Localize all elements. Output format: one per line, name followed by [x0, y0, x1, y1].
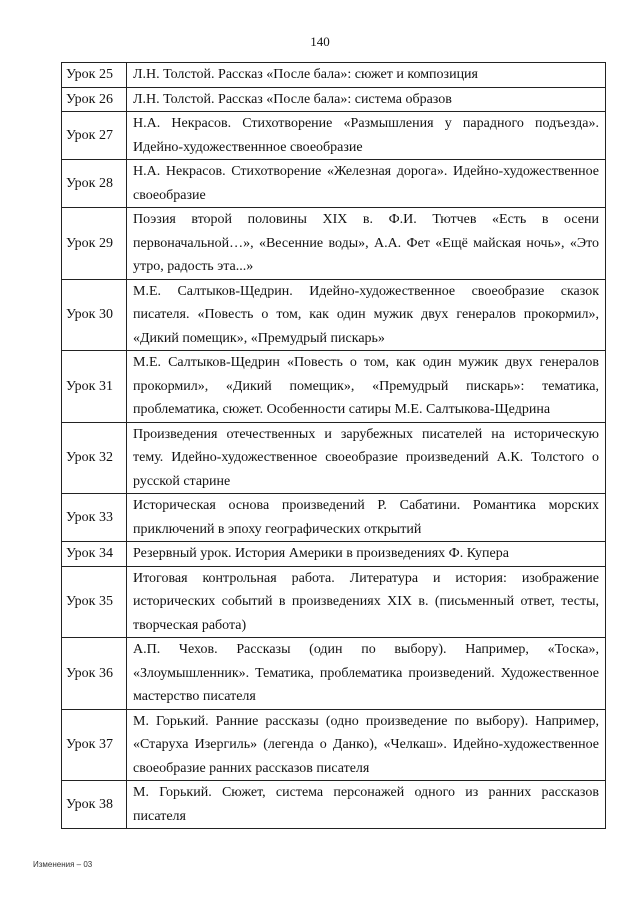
page-footer: Изменения – 03 — [33, 860, 93, 869]
lesson-topic: М. Горький. Ранние рассказы (одно произведение по выбору). Например, «Старуха Изергиль» (легенда о Данко), «Челкаш». Идейно-художественное своеобразие ранних рассказов писателя — [127, 709, 606, 781]
lesson-topic: Поэзия второй половины XIX в. Ф.И. Тютчев «Есть в осени первоначальной…», «Весенние воды», А.А. Фет «Ещё майская ночь», «Это утро, радость эта...» — [127, 208, 606, 280]
lesson-topic: Произведения отечественных и зарубежных писателей на историческую тему. Идейно-художественное своеобразие произведений А.К. Толстого о русской старине — [127, 422, 606, 494]
lesson-topic: А.П. Чехов. Рассказы (один по выбору). Например, «Тоска», «Злоумышленник». Тематика, проблематика произведений. Художественное мастерство писателя — [127, 638, 606, 710]
table-row — [62, 494, 606, 542]
page-number: 140 — [310, 34, 330, 49]
lesson-number: Урок 28 — [62, 160, 127, 208]
lesson-number: Урок 36 — [62, 638, 127, 710]
lesson-number: Урок 38 — [62, 781, 127, 829]
lesson-number: Урок 25 — [62, 63, 127, 88]
lesson-topic: Н.А. Некрасов. Стихотворение «Железная дорога». Идейно-художественное своеобразие — [127, 160, 606, 208]
table-row — [62, 566, 606, 638]
table-row — [62, 709, 606, 781]
lesson-topic: Л.Н. Толстой. Рассказ «После бала»: сюжет и композиция — [127, 63, 606, 88]
table-row — [62, 422, 606, 494]
table-row — [62, 112, 606, 160]
table-row — [62, 781, 606, 829]
table-row — [62, 63, 606, 88]
lesson-number: Урок 26 — [62, 87, 127, 112]
table-row — [62, 351, 606, 423]
table-row — [62, 638, 606, 710]
lesson-topic: Н.А. Некрасов. Стихотворение «Размышления у парадного подъезда». Идейно-художественнное своеобразие — [127, 112, 606, 160]
table-row — [62, 87, 606, 112]
lesson-number: Урок 30 — [62, 279, 127, 351]
lesson-number: Урок 27 — [62, 112, 127, 160]
lesson-number: Урок 35 — [62, 566, 127, 638]
lesson-number: Урок 32 — [62, 422, 127, 494]
table-row — [62, 542, 606, 567]
lesson-topic: Итоговая контрольная работа. Литература и история: изображение исторических событий в произведениях XIX в. (письменный ответ, тесты, творческая работа) — [127, 566, 606, 638]
lesson-number: Урок 34 — [62, 542, 127, 567]
table-row — [62, 160, 606, 208]
lesson-number: Урок 29 — [62, 208, 127, 280]
table-row — [62, 208, 606, 280]
lesson-topic: Резервный урок. История Америки в произведениях Ф. Купера — [127, 542, 606, 567]
lesson-topic: М.Е. Салтыков-Щедрин. Идейно-художественное своеобразие сказок писателя. «Повесть о том, как один мужик двух генералов прокормил», «Дикий помещик», «Премудрый пискарь» — [127, 279, 606, 351]
lesson-number: Урок 33 — [62, 494, 127, 542]
lesson-topic: Л.Н. Толстой. Рассказ «После бала»: система образов — [127, 87, 606, 112]
lesson-topic: Историческая основа произведений Р. Сабатини. Романтика морских приключений в эпоху географических открытий — [127, 494, 606, 542]
lesson-number: Урок 37 — [62, 709, 127, 781]
lesson-number: Урок 31 — [62, 351, 127, 423]
lesson-topic: М.Е. Салтыков-Щедрин «Повесть о том, как один мужик двух генералов прокормил», «Дикий помещик», «Премудрый пискарь»: тематика, проблематика, сюжет. Особенности сатиры М.Е. Салтыкова-Щедрина — [127, 351, 606, 423]
lesson-topic: М. Горький. Сюжет, система персонажей одного из ранних рассказов писателя — [127, 781, 606, 829]
lesson-table — [61, 62, 606, 829]
table-row — [62, 279, 606, 351]
